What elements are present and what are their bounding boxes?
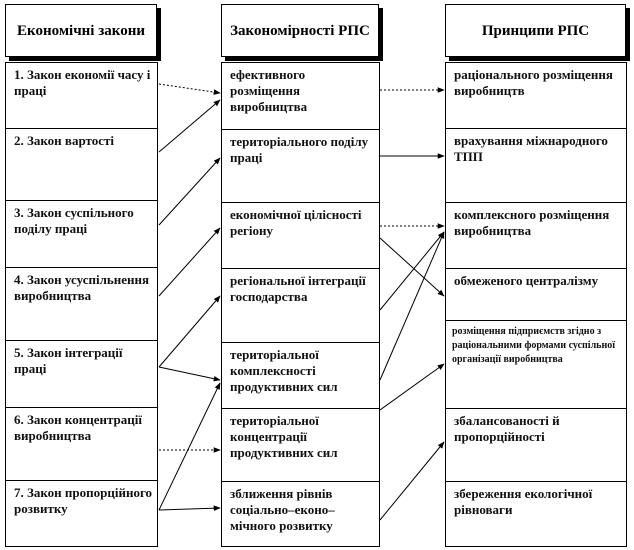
arrow-law5-to-reg4 <box>159 296 220 367</box>
law-item: 6. Закон концентрації виробництва <box>6 408 157 481</box>
regularity-item: територіальної комплексності продуктивних сил <box>222 343 379 409</box>
arrow-reg6-to-pr5 <box>380 364 444 410</box>
law-item: 2. Закон вартості <box>6 129 157 201</box>
regularity-item: економічної цілісності регіону <box>222 203 379 269</box>
regularity-item: регіональної інтеграції господарства <box>222 269 379 343</box>
regularity-item: ефективного розміщення виробництва <box>222 63 379 130</box>
principle-item: комплексного розміщення виробництва <box>446 203 626 269</box>
principle-item: збалансованості й пропорційності <box>446 409 626 482</box>
header-economic-laws-label: Економічні закони <box>17 22 145 39</box>
arrow-law7-to-reg5 <box>159 383 220 510</box>
law-item: 7. Закон пропорційного розвитку <box>14 485 153 516</box>
header-principles-label: Принципи РПС <box>481 22 590 39</box>
arrow-law2-to-reg1 <box>159 100 220 152</box>
law-item: 1. Закон економії часу і праці <box>6 63 157 129</box>
law-item: 4. Закон усуспільнення виробництва <box>6 268 157 341</box>
arrow-reg5-to-pr3 <box>380 232 444 380</box>
header-regularities-label: Закономірності РПС <box>230 22 370 39</box>
principle-item: збереження екологічної рівноваги <box>454 486 593 517</box>
arrow-reg7-to-pr6 <box>380 442 444 520</box>
regularity-item: територіального поділу праці <box>222 130 379 203</box>
law-item: 3. Закон суспільного поділу праці <box>6 201 157 268</box>
principle-item: розміщення підприємств згідно з раціональними формами суспільної організації виробництва <box>446 321 626 409</box>
principle-item: обмеженого централізму <box>446 269 626 321</box>
principle-item: врахування міжнародного ТПП <box>446 129 626 203</box>
arrow-law5-to-reg5 <box>159 367 220 380</box>
arrow-law3-to-reg2 <box>159 158 220 225</box>
arrow-reg3-to-pr4 <box>380 238 444 296</box>
arrow-law4-to-reg3 <box>159 228 220 296</box>
regularity-item: зближення рівнів соціально–еконо–мічного розвитку <box>230 486 335 533</box>
arrow-reg4-to-pr3 <box>380 232 444 310</box>
arrow-law7-to-reg7 <box>159 508 220 510</box>
principle-item: раціонального розміщення виробництв <box>446 63 626 129</box>
law-item: 5. Закон інтеграції праці <box>6 341 157 408</box>
regularity-item: територіальної концентрації продуктивних сил <box>222 409 379 482</box>
arrow-law1-to-reg1 <box>159 84 220 93</box>
